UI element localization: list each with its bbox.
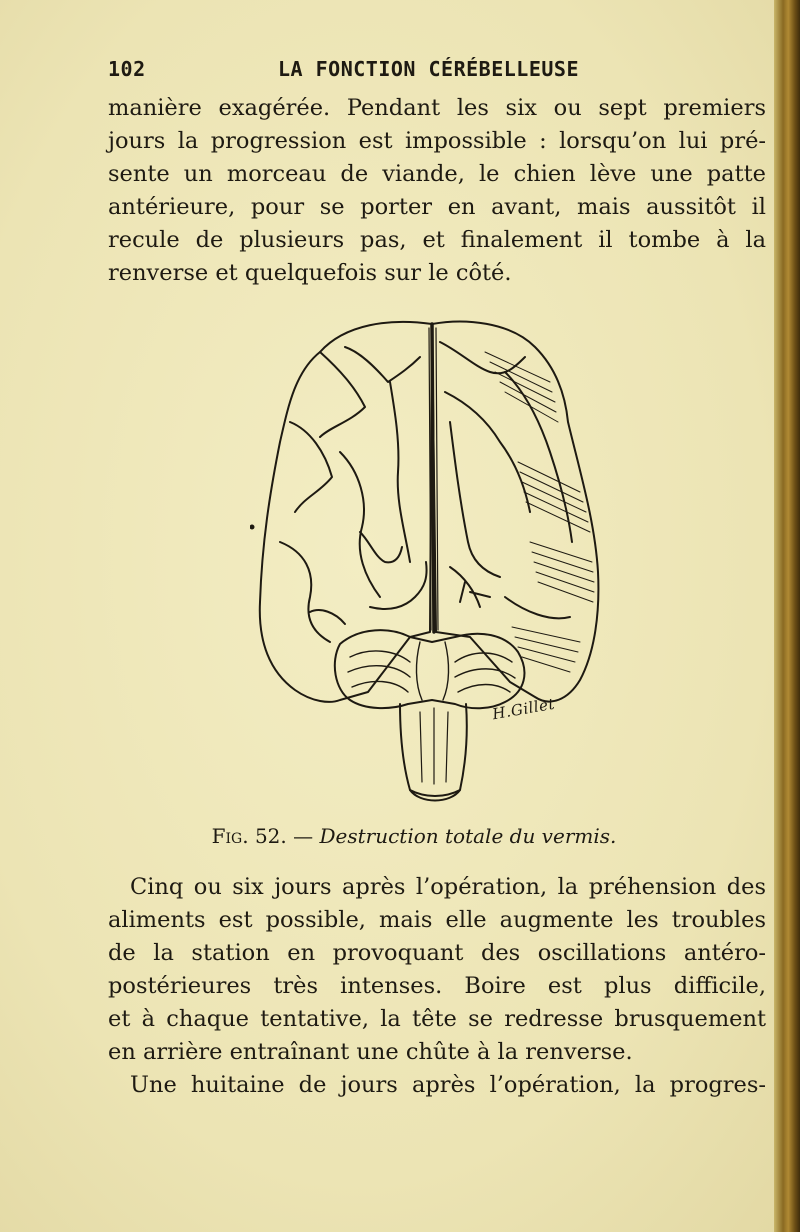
figure-title: Destruction totale du vermis. [319,824,617,848]
paragraph-3 [108,1069,766,1102]
brain-illustration [250,312,610,812]
text-line: et à chaque tentative, la tête se redresse brusquement [108,1006,766,1032]
figure-label: Fig. 52. [211,824,287,848]
text-line: postérieures très intenses. Boire est plus difficile, [108,973,766,999]
text-line: jours la progression est impossible : lorsqu’on lui pré- [108,128,766,154]
text-line: antérieure, pour se porter en avant, mais aussitôt il [108,194,766,220]
paragraph-1 [108,92,766,290]
page-number: 102 [108,57,146,81]
text-line: sente un morceau de viande, le chien lève une patte [108,161,766,187]
text-line: aliments est possible, mais elle augmente les troubles [108,907,766,933]
running-title: LA FONCTION CÉRÉBELLEUSE [278,57,579,81]
page-edge [774,0,800,1232]
paragraph-2 [108,871,766,1069]
text-line: renverse et quelquefois sur le côté. [108,260,512,286]
artist-signature: H.Gillet [490,694,557,724]
caption-dash: — [293,824,314,848]
text-line: Cinq ou six jours après l’opération, la préhension des [130,874,766,900]
text-line: Une huitaine de jours après l’opération, la progres- [130,1072,766,1098]
text-line: recule de plusieurs pas, et finalement il tombe à la [108,227,766,253]
figure-caption [0,824,800,848]
text-line: manière exagérée. Pendant les six ou sept premiers [108,95,766,121]
text-line: de la station en provoquant des oscillations antéro- [108,940,766,966]
text-line: en arrière entraînant une chûte à la renverse. [108,1039,633,1065]
running-header [108,57,758,87]
